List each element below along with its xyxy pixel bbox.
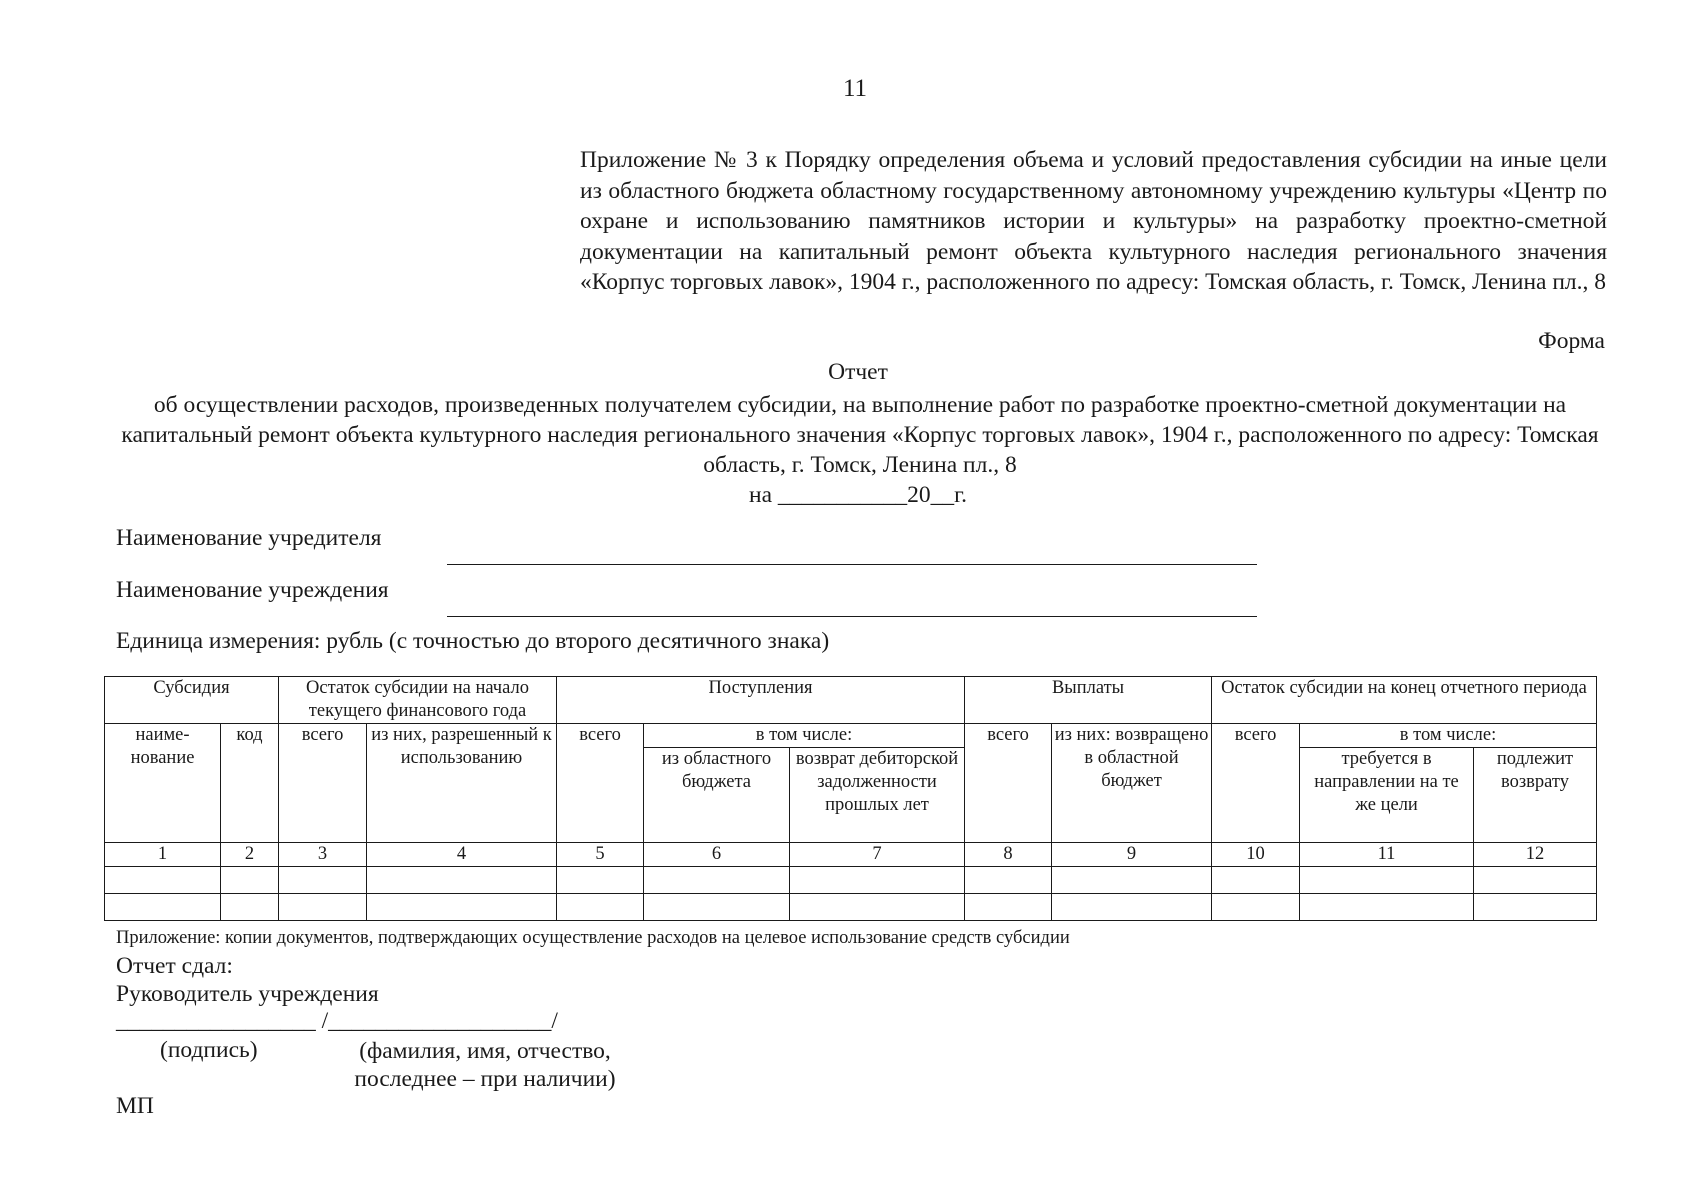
table-row <box>105 894 1597 921</box>
header-to-return: подлежит возврату <box>1474 748 1597 843</box>
column-number: 7 <box>790 843 965 867</box>
column-number: 8 <box>965 843 1052 867</box>
header-row-groups <box>105 677 1597 724</box>
header-including-end: в том числе: <box>1300 724 1597 748</box>
table-cell[interactable] <box>644 894 790 921</box>
table-cell[interactable] <box>790 894 965 921</box>
table-cell[interactable] <box>1212 867 1300 894</box>
header-code: код <box>221 724 279 843</box>
form-label: Форма <box>1538 328 1605 354</box>
stamp-label: МП <box>116 1093 154 1119</box>
table-cell[interactable] <box>1052 894 1212 921</box>
unit-of-measure: Единица измерения: рубль (с точностью до второго десятичного знака) <box>116 628 830 654</box>
report-date: на ___________20__г. <box>749 482 967 508</box>
column-number: 11 <box>1300 843 1474 867</box>
column-number: 9 <box>1052 843 1212 867</box>
column-number: 3 <box>279 843 367 867</box>
header-receipts: Поступления <box>557 677 965 724</box>
table-cell[interactable] <box>367 894 557 921</box>
column-number: 5 <box>557 843 644 867</box>
table-cell[interactable] <box>105 894 221 921</box>
table-cell[interactable] <box>1052 867 1212 894</box>
header-start-balance: Остаток субсидии на начало текущего финансового года <box>279 677 557 724</box>
table-cell[interactable] <box>557 867 644 894</box>
table-cell[interactable] <box>105 867 221 894</box>
header-end-balance: Остаток субсидии на конец отчетного периода <box>1212 677 1597 724</box>
table-cell[interactable] <box>221 867 279 894</box>
report-table <box>104 676 1597 921</box>
column-numbers-row <box>105 843 1597 867</box>
institution-field[interactable] <box>447 590 1257 617</box>
table-cell[interactable] <box>557 894 644 921</box>
appendix-header: Приложение № 3 к Порядку определения объема и условий предоставления субсидии на иные цели из областного бюджета областному государственному автономному учреждению культуры «Центр по охране и использованию памятников истории и культуры» на разработку проектно-сметной документации на капитальный ремонт объекта культурного наследия регионального значения «Корпус торговых лавок», 1904 г., расположенного по адресу: Томская область, г. Томск, Ленина пл., 8 <box>580 147 1607 295</box>
signature-caption: (подпись) <box>160 1037 258 1063</box>
signature-line[interactable]: _________________ /___________________/ <box>116 1008 558 1034</box>
header-required-same-purpose: требуется в направлении на те же цели <box>1300 748 1474 843</box>
header-debt-return: возврат дебиторской задолженности прошлых лет <box>790 748 965 843</box>
header-from-regional-budget: из областного бюджета <box>644 748 790 843</box>
page-number: 11 <box>842 75 868 102</box>
table-row <box>105 867 1597 894</box>
table-cell[interactable] <box>279 867 367 894</box>
table-cell[interactable] <box>367 867 557 894</box>
table-cell[interactable] <box>644 867 790 894</box>
table-cell[interactable] <box>965 867 1052 894</box>
table-cell[interactable] <box>1474 867 1597 894</box>
founder-field[interactable] <box>447 538 1257 565</box>
institution-label: Наименование учреждения <box>116 577 389 603</box>
table-cell[interactable] <box>1300 867 1474 894</box>
column-number: 12 <box>1474 843 1597 867</box>
submitted-by-label: Отчет сдал: <box>116 953 233 979</box>
table-cell[interactable] <box>1474 894 1597 921</box>
table-cell[interactable] <box>790 867 965 894</box>
table-cell[interactable] <box>221 894 279 921</box>
table-cell[interactable] <box>279 894 367 921</box>
header-payments: Выплаты <box>965 677 1212 724</box>
report-title: Отчет <box>828 359 888 385</box>
header-subsidy: Субсидия <box>105 677 279 724</box>
header-name: наиме-нование <box>105 724 221 843</box>
column-number: 1 <box>105 843 221 867</box>
table-cell[interactable] <box>1300 894 1474 921</box>
table-cell[interactable] <box>1212 894 1300 921</box>
table-cell[interactable] <box>965 894 1052 921</box>
column-number: 6 <box>644 843 790 867</box>
name-caption: (фамилия, имя, отчество, последнее – при наличии) <box>354 1038 616 1092</box>
attachment-note: Приложение: копии документов, подтверждающих осуществление расходов на целевое использование средств субсидии <box>116 928 1070 948</box>
header-including-receipts: в том числе: <box>644 724 965 748</box>
header-returned-to-budget: из них: возвращено в областной бюджет <box>1052 724 1212 843</box>
header-total-start: всего <box>279 724 367 843</box>
header-total-end: всего <box>1212 724 1300 843</box>
header-row-sub <box>105 724 1597 748</box>
header-allowed: из них, разрешенный к использованию <box>367 724 557 843</box>
header-total-payments: всего <box>965 724 1052 843</box>
column-number: 10 <box>1212 843 1300 867</box>
head-role-label: Руководитель учреждения <box>116 981 379 1007</box>
founder-label: Наименование учредителя <box>116 525 382 551</box>
report-subtitle: об осуществлении расходов, произведенных получателем субсидии, на выполнение работ по разработке проектно-сметной документации на капитальный ремонт объекта культурного наследия регионального значения «Корпус торговых лавок», 1904 г., расположенного по адресу: Томская область, г. Томск, Ленина пл., 8 <box>121 392 1599 478</box>
column-number: 4 <box>367 843 557 867</box>
header-total-receipts: всего <box>557 724 644 843</box>
column-number: 2 <box>221 843 279 867</box>
